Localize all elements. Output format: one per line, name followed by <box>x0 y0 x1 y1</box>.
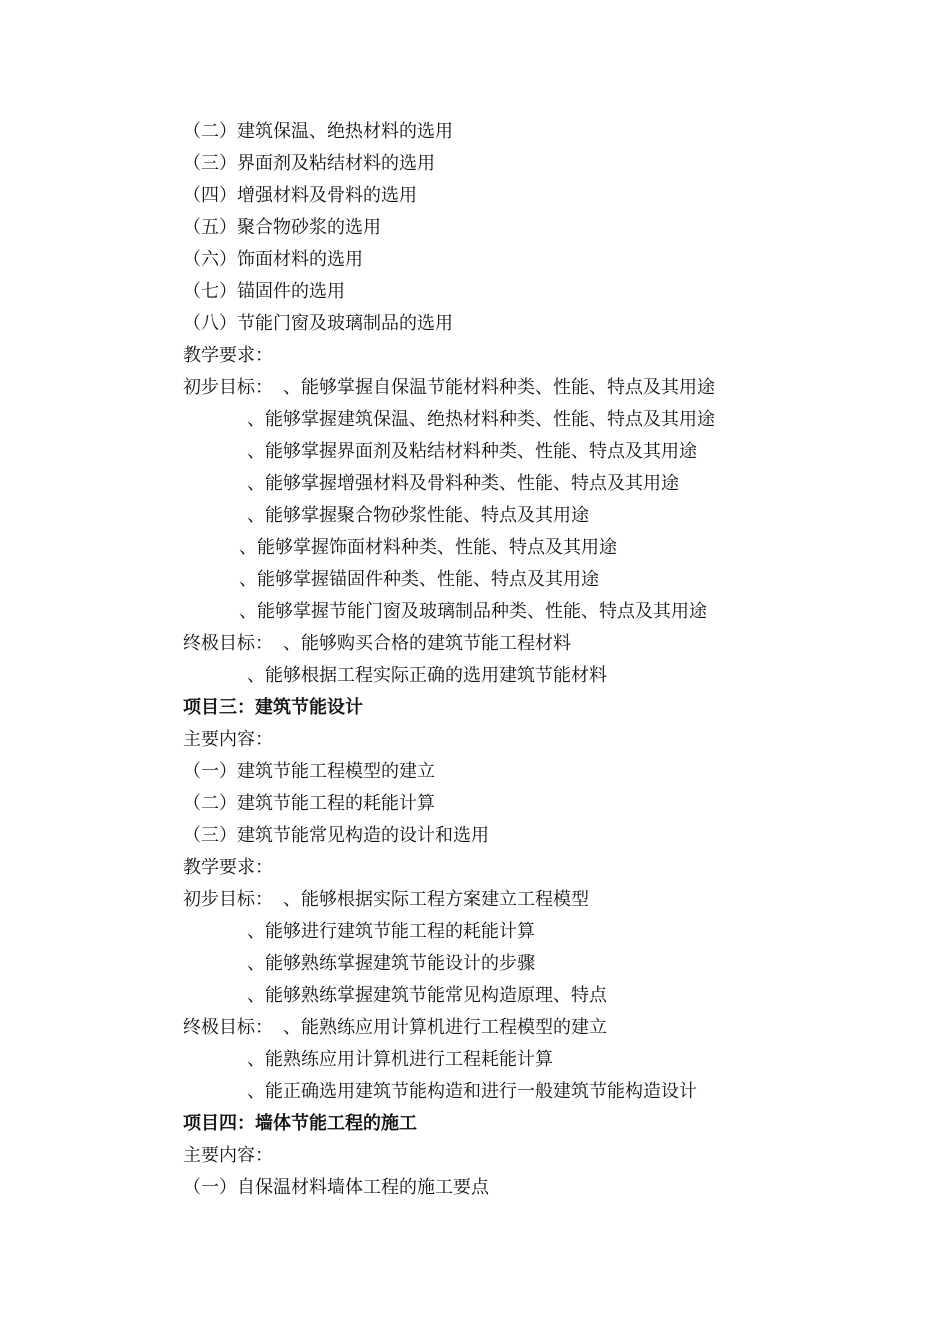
line-text: 、能够掌握节能门窗及玻璃制品种类、性能、特点及其用途 <box>239 601 707 622</box>
line-text: 、能够掌握自保温节能材料种类、性能、特点及其用途 <box>283 377 715 398</box>
line-text: （一）建筑节能工程模型的建立 <box>183 761 435 782</box>
line-text: 、能够根据实际工程方案建立工程模型 <box>283 889 589 910</box>
content-list-item <box>0 148 950 180</box>
line-text: 、能够掌握锚固件种类、性能、特点及其用途 <box>239 569 599 590</box>
goal-item <box>0 404 950 436</box>
line-text: 、能熟练应用计算机进行工程模型的建立 <box>283 1017 607 1038</box>
content-list-item <box>0 756 950 788</box>
line-text: 、能够掌握建筑保温、绝热材料种类、性能、特点及其用途 <box>247 409 715 430</box>
line-text: （四）增强材料及骨料的选用 <box>183 185 417 206</box>
goal-item <box>0 948 950 980</box>
line-text: 、能够掌握饰面材料种类、性能、特点及其用途 <box>239 537 617 558</box>
goal-item <box>0 916 950 948</box>
goal-item <box>0 468 950 500</box>
goal-label: 初步目标： <box>183 377 273 398</box>
content-list-item <box>0 820 950 852</box>
section-label <box>0 724 950 756</box>
goal-item <box>0 1076 950 1108</box>
line-text: （三）界面剂及粘结材料的选用 <box>183 153 435 174</box>
line-text: 、能熟练应用计算机进行工程耗能计算 <box>247 1049 553 1070</box>
line-text: 、能够购买合格的建筑节能工程材料 <box>283 633 571 654</box>
line-text: 教学要求： <box>183 857 273 878</box>
line-text: 、能够掌握界面剂及粘结材料种类、性能、特点及其用途 <box>247 441 697 462</box>
goal-item <box>0 660 950 692</box>
goal-group-first-line <box>0 628 950 660</box>
goal-group-first-line <box>0 884 950 916</box>
line-text: 主要内容： <box>183 729 273 750</box>
goal-group-first-line <box>0 1012 950 1044</box>
content-list-item <box>0 1172 950 1204</box>
goal-item <box>0 500 950 532</box>
document-page <box>0 116 950 1204</box>
content-list-item <box>0 116 950 148</box>
line-text: 、能够掌握聚合物砂浆性能、特点及其用途 <box>247 505 589 526</box>
project-heading <box>0 692 950 724</box>
goal-item <box>0 1044 950 1076</box>
goal-item <box>0 564 950 596</box>
line-text: 、能正确选用建筑节能构造和进行一般建筑节能构造设计 <box>247 1081 697 1102</box>
goal-item <box>0 980 950 1012</box>
section-label <box>0 1140 950 1172</box>
line-text: 教学要求： <box>183 345 273 366</box>
goal-item <box>0 596 950 628</box>
content-list-item <box>0 180 950 212</box>
line-text: （六）饰面材料的选用 <box>183 249 363 270</box>
line-text: 、能够熟练掌握建筑节能设计的步骤 <box>247 953 535 974</box>
line-text: （二）建筑节能工程的耗能计算 <box>183 793 435 814</box>
goal-label: 初步目标： <box>183 889 273 910</box>
section-label <box>0 852 950 884</box>
line-text: 、能够掌握增强材料及骨料种类、性能、特点及其用途 <box>247 473 679 494</box>
line-text: （八）节能门窗及玻璃制品的选用 <box>183 313 453 334</box>
line-text: （一）自保温材料墙体工程的施工要点 <box>183 1177 489 1198</box>
line-text: 、能够根据工程实际正确的选用建筑节能材料 <box>247 665 607 686</box>
line-text: （七）锚固件的选用 <box>183 281 345 302</box>
line-text: 项目四：墙体节能工程的施工 <box>183 1113 417 1134</box>
goal-label: 终极目标： <box>183 1017 273 1038</box>
line-text: 、能够熟练掌握建筑节能常见构造原理、特点 <box>247 985 607 1006</box>
line-text: （二）建筑保温、绝热材料的选用 <box>183 121 453 142</box>
content-list-item <box>0 212 950 244</box>
line-text: （三）建筑节能常见构造的设计和选用 <box>183 825 489 846</box>
line-text: 主要内容： <box>183 1145 273 1166</box>
content-list-item <box>0 276 950 308</box>
goal-item <box>0 532 950 564</box>
goal-item <box>0 436 950 468</box>
section-label <box>0 340 950 372</box>
project-heading <box>0 1108 950 1140</box>
goal-label: 终极目标： <box>183 633 273 654</box>
line-text: 项目三：建筑节能设计 <box>183 697 363 718</box>
content-list-item <box>0 244 950 276</box>
content-list-item <box>0 788 950 820</box>
goal-group-first-line <box>0 372 950 404</box>
line-text: 、能够进行建筑节能工程的耗能计算 <box>247 921 535 942</box>
line-text: （五）聚合物砂浆的选用 <box>183 217 381 238</box>
content-list-item <box>0 308 950 340</box>
